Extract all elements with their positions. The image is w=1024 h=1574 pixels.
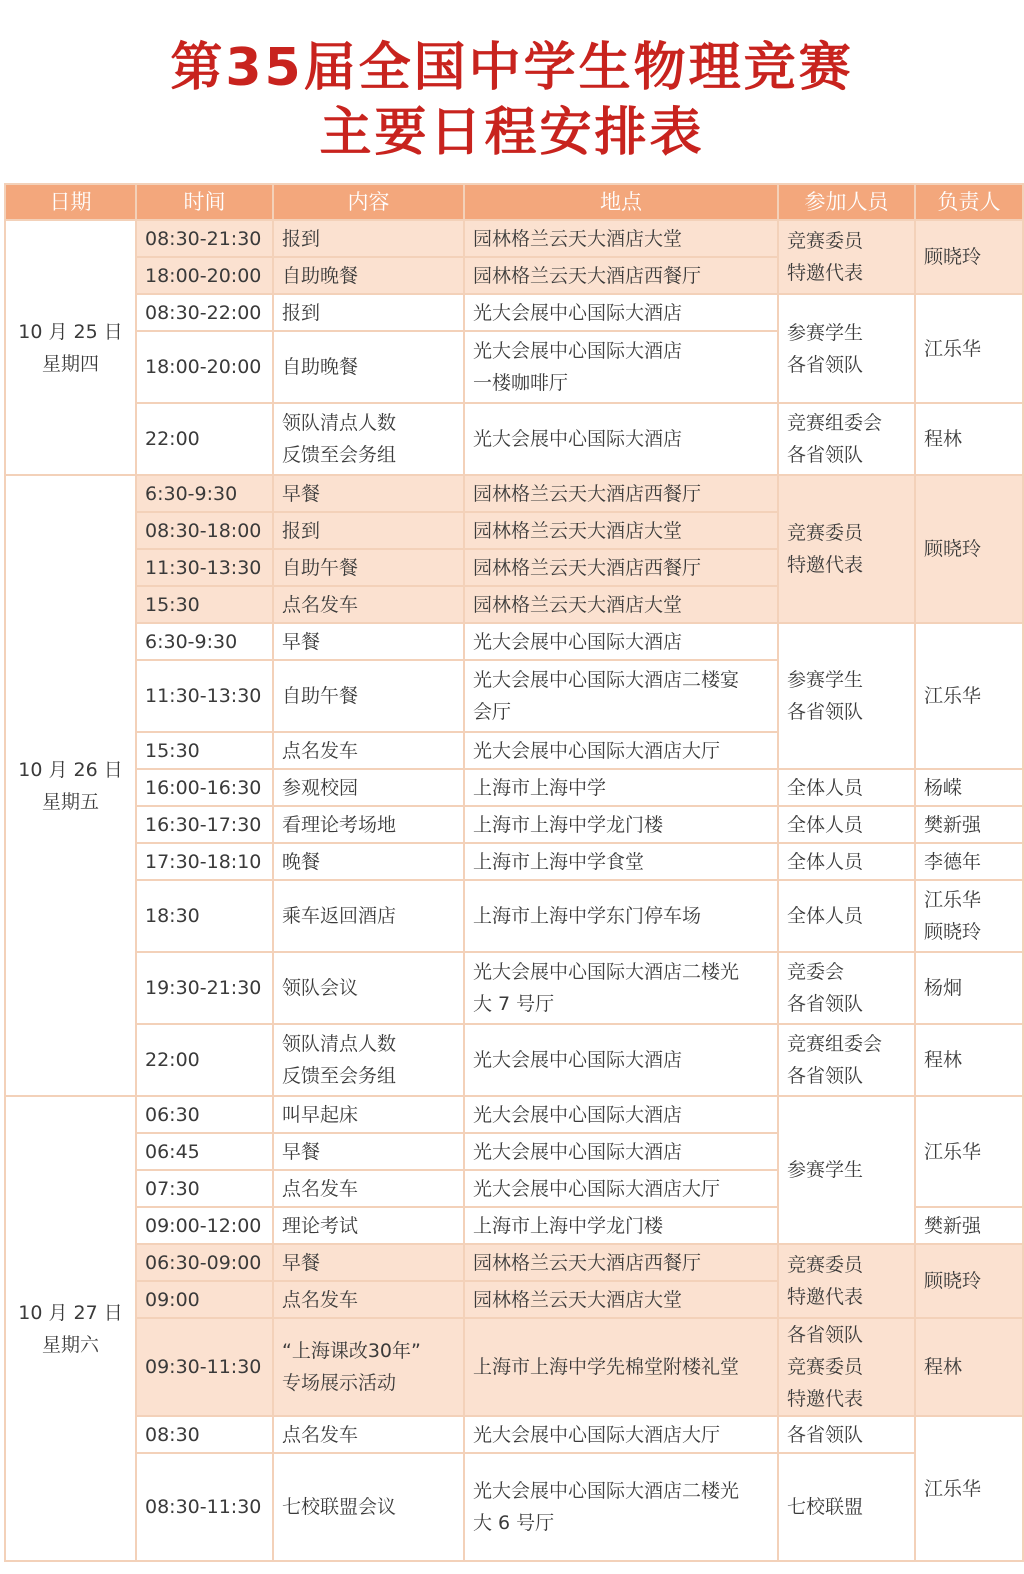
- people-line: 特邀代表: [787, 1388, 864, 1410]
- people-line: 竞赛委员: [787, 230, 864, 252]
- place-line: 大 6 号厅: [473, 1512, 555, 1534]
- content-line: 自助午餐: [282, 556, 359, 579]
- date-cell: [5, 1096, 136, 1561]
- time-cell: 09:00-12:00: [136, 1207, 273, 1244]
- place-line: 上海市上海中学龙门楼: [473, 813, 664, 836]
- people-line: 竞赛组委会: [787, 1033, 883, 1055]
- content-cell: [273, 331, 464, 403]
- place-line: 光大会展中心国际大酒店大厅: [473, 1423, 721, 1446]
- place-cell: [464, 1281, 778, 1318]
- leader-line: 江乐华: [924, 1477, 982, 1500]
- time-cell: 08:30: [136, 1416, 273, 1453]
- table-row: [5, 294, 1023, 331]
- table-header-row: [5, 184, 1023, 220]
- table-row: [5, 1024, 1023, 1096]
- header-leader: 负责人: [915, 184, 1023, 220]
- place-line: 园林格兰云天大酒店大堂: [473, 1288, 683, 1311]
- time-cell: 22:00: [136, 1024, 273, 1096]
- leader-line: 顾晓玲: [924, 246, 982, 268]
- table-row: [5, 1096, 1023, 1133]
- people-line: 参赛学生: [787, 669, 864, 691]
- people-cell: [778, 1416, 915, 1453]
- time-cell: 08:30-22:00: [136, 294, 273, 331]
- content-line: 自助晚餐: [282, 264, 359, 287]
- time-cell: 6:30-9:30: [136, 475, 273, 512]
- people-cell: [778, 1244, 915, 1318]
- content-cell: [273, 475, 464, 512]
- date-line: 10 月 25 日: [18, 320, 123, 343]
- leader-cell: [915, 1024, 1023, 1096]
- content-line: 点名发车: [282, 1288, 359, 1311]
- time-cell: 08:30-11:30: [136, 1453, 273, 1561]
- place-cell: [464, 294, 778, 331]
- place-line: 上海市上海中学先棉堂附楼礼堂: [473, 1356, 740, 1378]
- table-row: [5, 806, 1023, 843]
- header-date: 日期: [5, 184, 136, 220]
- place-cell: [464, 623, 778, 660]
- people-cell: [778, 880, 915, 952]
- table-row: [5, 1244, 1023, 1281]
- content-line: 早餐: [282, 482, 321, 505]
- content-line: 反馈至会务组: [282, 444, 397, 466]
- content-cell: [273, 586, 464, 623]
- leader-cell: [915, 806, 1023, 843]
- people-cell: [778, 1096, 915, 1244]
- content-cell: [273, 1096, 464, 1133]
- content-cell: [273, 952, 464, 1024]
- place-line: 园林格兰云天大酒店西餐厅: [473, 482, 702, 505]
- content-line: 理论考试: [282, 1214, 359, 1237]
- content-line: 领队清点人数: [282, 412, 397, 434]
- people-cell: [778, 623, 915, 769]
- people-line: 特邀代表: [787, 1286, 864, 1308]
- leader-cell: [915, 1096, 1023, 1207]
- content-cell: [273, 1207, 464, 1244]
- time-cell: 06:30-09:00: [136, 1244, 273, 1281]
- time-cell: 16:30-17:30: [136, 806, 273, 843]
- place-cell: [464, 769, 778, 806]
- place-line: 光大会展中心国际大酒店: [473, 1103, 683, 1126]
- table-row: [5, 1416, 1023, 1453]
- time-cell: 09:00: [136, 1281, 273, 1318]
- content-cell: [273, 843, 464, 880]
- content-line: 领队会议: [282, 977, 359, 999]
- date-line: 星期四: [41, 352, 99, 375]
- place-line: 光大会展中心国际大酒店二楼光: [473, 961, 740, 983]
- leader-line: 顾晓玲: [924, 921, 982, 943]
- place-cell: [464, 220, 778, 257]
- place-line: 光大会展中心国际大酒店大厅: [473, 739, 721, 762]
- place-cell: [464, 586, 778, 623]
- content-line: 早餐: [282, 1251, 321, 1274]
- content-cell: [273, 880, 464, 952]
- content-cell: [273, 1318, 464, 1416]
- time-cell: 07:30: [136, 1170, 273, 1207]
- table-row: [5, 403, 1023, 475]
- table-row: [5, 880, 1023, 952]
- place-cell: [464, 331, 778, 403]
- people-line: 各省领队: [787, 1065, 864, 1087]
- people-line: 特邀代表: [787, 554, 864, 576]
- date-cell: [5, 220, 136, 475]
- leader-line: 杨炯: [924, 977, 963, 999]
- leader-cell: [915, 769, 1023, 806]
- people-cell: [778, 403, 915, 475]
- place-cell: [464, 952, 778, 1024]
- leader-line: 樊新强: [924, 813, 982, 836]
- place-cell: [464, 403, 778, 475]
- content-cell: [273, 257, 464, 294]
- place-line: 园林格兰云天大酒店大堂: [473, 519, 683, 542]
- content-line: 领队清点人数: [282, 1033, 397, 1055]
- content-cell: [273, 1170, 464, 1207]
- place-line: 上海市上海中学食堂: [473, 850, 645, 873]
- content-cell: [273, 1453, 464, 1561]
- place-cell: [464, 660, 778, 732]
- people-cell: [778, 1318, 915, 1416]
- place-cell: [464, 1453, 778, 1561]
- leader-line: 杨嵘: [924, 776, 963, 799]
- content-line: 七校联盟会议: [282, 1496, 397, 1518]
- place-cell: [464, 1416, 778, 1453]
- leader-line: 江乐华: [924, 337, 982, 360]
- place-cell: [464, 1024, 778, 1096]
- content-line: 自助晚餐: [282, 356, 359, 378]
- content-line: 点名发车: [282, 739, 359, 762]
- place-line: 上海市上海中学龙门楼: [473, 1214, 664, 1237]
- people-line: 参赛学生: [787, 1159, 864, 1181]
- header-people: 参加人员: [778, 184, 915, 220]
- place-line: 光大会展中心国际大酒店: [473, 428, 683, 450]
- header-place: 地点: [464, 184, 778, 220]
- leader-cell: [915, 880, 1023, 952]
- time-cell: 11:30-13:30: [136, 549, 273, 586]
- place-cell: [464, 880, 778, 952]
- content-cell: [273, 1281, 464, 1318]
- place-line: 会厅: [473, 701, 512, 723]
- content-line: 专场展示活动: [282, 1372, 397, 1394]
- date-line: 星期六: [41, 1333, 99, 1356]
- place-line: 光大会展中心国际大酒店: [473, 340, 683, 362]
- time-cell: 18:00-20:00: [136, 331, 273, 403]
- people-line: 竞赛委员: [787, 522, 864, 544]
- place-cell: [464, 1207, 778, 1244]
- time-cell: 15:30: [136, 586, 273, 623]
- time-cell: 06:45: [136, 1133, 273, 1170]
- people-line: 七校联盟: [787, 1496, 864, 1518]
- people-cell: [778, 1453, 915, 1561]
- place-cell: [464, 843, 778, 880]
- content-cell: [273, 623, 464, 660]
- table-row: [5, 1318, 1023, 1416]
- people-line: 竞赛委员: [787, 1356, 864, 1378]
- content-cell: [273, 220, 464, 257]
- leader-cell: [915, 843, 1023, 880]
- content-line: 晚餐: [282, 850, 321, 873]
- place-cell: [464, 475, 778, 512]
- leader-cell: [915, 294, 1023, 403]
- place-line: 一楼咖啡厅: [473, 372, 569, 394]
- place-line: 上海市上海中学: [473, 776, 607, 799]
- time-cell: 11:30-13:30: [136, 660, 273, 732]
- content-line: 点名发车: [282, 1177, 359, 1200]
- leader-cell: [915, 1207, 1023, 1244]
- place-cell: [464, 1133, 778, 1170]
- content-cell: [273, 660, 464, 732]
- leader-line: 顾晓玲: [924, 538, 982, 560]
- place-cell: [464, 1244, 778, 1281]
- leader-line: 李德年: [924, 850, 982, 873]
- time-cell: 16:00-16:30: [136, 769, 273, 806]
- content-line: 自助午餐: [282, 685, 359, 707]
- time-cell: 09:30-11:30: [136, 1318, 273, 1416]
- date-line: 星期五: [41, 790, 99, 813]
- leader-line: 江乐华: [924, 889, 982, 911]
- place-line: 光大会展中心国际大酒店: [473, 630, 683, 653]
- content-line: “上海课改30年”: [282, 1340, 421, 1362]
- table-row: [5, 769, 1023, 806]
- place-line: 光大会展中心国际大酒店二楼光: [473, 1480, 740, 1502]
- place-line: 园林格兰云天大酒店西餐厅: [473, 264, 702, 287]
- people-cell: [778, 1024, 915, 1096]
- people-line: 全体人员: [787, 850, 864, 873]
- leader-cell: [915, 403, 1023, 475]
- time-cell: 08:30-21:30: [136, 220, 273, 257]
- place-cell: [464, 1318, 778, 1416]
- schedule-table: [4, 183, 1024, 1562]
- people-line: 各省领队: [787, 1423, 864, 1446]
- page-title: 第35届全国中学生物理竞赛: [170, 38, 854, 98]
- time-cell: 18:00-20:00: [136, 257, 273, 294]
- leader-line: 程林: [924, 1049, 963, 1071]
- people-line: 全体人员: [787, 813, 864, 836]
- people-line: 参赛学生: [787, 321, 864, 344]
- table-row: [5, 623, 1023, 660]
- time-cell: 18:30: [136, 880, 273, 952]
- place-line: 园林格兰云天大酒店大堂: [473, 227, 683, 250]
- people-line: 各省领队: [787, 444, 864, 466]
- content-cell: [273, 732, 464, 769]
- page-subtitle: 主要日程安排表: [319, 103, 705, 163]
- people-line: 竞赛组委会: [787, 412, 883, 434]
- content-line: 看理论考场地: [282, 813, 397, 836]
- time-cell: 22:00: [136, 403, 273, 475]
- table-row: [5, 1453, 1023, 1561]
- place-line: 光大会展中心国际大酒店: [473, 301, 683, 324]
- content-cell: [273, 1244, 464, 1281]
- people-line: 全体人员: [787, 776, 864, 799]
- people-cell: [778, 294, 915, 403]
- content-cell: [273, 769, 464, 806]
- leader-cell: [915, 1318, 1023, 1416]
- people-cell: [778, 952, 915, 1024]
- content-line: 报到: [282, 519, 321, 542]
- place-cell: [464, 806, 778, 843]
- table-row: [5, 843, 1023, 880]
- content-line: 点名发车: [282, 593, 359, 616]
- content-line: 乘车返回酒店: [282, 905, 397, 927]
- content-cell: [273, 1133, 464, 1170]
- place-line: 上海市上海中学东门停车场: [473, 905, 702, 927]
- content-line: 点名发车: [282, 1423, 359, 1446]
- leader-line: 江乐华: [924, 1140, 982, 1163]
- leader-line: 程林: [924, 1356, 963, 1378]
- content-cell: [273, 549, 464, 586]
- header-time: 时间: [136, 184, 273, 220]
- people-line: 各省领队: [787, 353, 864, 376]
- place-cell: [464, 549, 778, 586]
- header-content: 内容: [273, 184, 464, 220]
- place-line: 园林格兰云天大酒店大堂: [473, 593, 683, 616]
- content-line: 参观校园: [282, 776, 359, 799]
- date-cell: [5, 475, 136, 1096]
- place-line: 园林格兰云天大酒店西餐厅: [473, 556, 702, 579]
- place-line: 光大会展中心国际大酒店: [473, 1140, 683, 1163]
- people-line: 全体人员: [787, 905, 864, 927]
- people-line: 特邀代表: [787, 262, 864, 284]
- content-line: 叫早起床: [282, 1103, 359, 1126]
- place-line: 光大会展中心国际大酒店二楼宴: [473, 669, 740, 691]
- leader-line: 程林: [924, 428, 963, 450]
- time-cell: 08:30-18:00: [136, 512, 273, 549]
- content-cell: [273, 806, 464, 843]
- content-cell: [273, 294, 464, 331]
- people-cell: [778, 806, 915, 843]
- place-cell: [464, 1096, 778, 1133]
- place-cell: [464, 1170, 778, 1207]
- time-cell: 19:30-21:30: [136, 952, 273, 1024]
- people-cell: [778, 843, 915, 880]
- content-cell: [273, 512, 464, 549]
- leader-line: 江乐华: [924, 685, 982, 707]
- place-line: 光大会展中心国际大酒店: [473, 1049, 683, 1071]
- place-line: 大 7 号厅: [473, 993, 555, 1015]
- table-row: [5, 952, 1023, 1024]
- content-cell: [273, 403, 464, 475]
- date-line: 10 月 26 日: [18, 758, 123, 781]
- content-cell: [273, 1416, 464, 1453]
- date-line: 10 月 27 日: [18, 1301, 123, 1324]
- leader-line: 顾晓玲: [924, 1270, 982, 1292]
- content-line: 早餐: [282, 1140, 321, 1163]
- leader-cell: [915, 952, 1023, 1024]
- time-cell: 6:30-9:30: [136, 623, 273, 660]
- people-cell: [778, 475, 915, 623]
- leader-cell: [915, 623, 1023, 769]
- people-cell: [778, 769, 915, 806]
- people-line: 各省领队: [787, 1324, 864, 1346]
- content-line: 报到: [282, 301, 321, 324]
- content-line: 反馈至会务组: [282, 1065, 397, 1087]
- leader-line: 樊新强: [924, 1214, 982, 1237]
- leader-cell: [915, 1244, 1023, 1318]
- time-cell: 17:30-18:10: [136, 843, 273, 880]
- table-row: [5, 220, 1023, 257]
- place-cell: [464, 732, 778, 769]
- leader-cell: [915, 220, 1023, 294]
- people-cell: [778, 220, 915, 294]
- leader-cell: [915, 475, 1023, 623]
- place-line: 光大会展中心国际大酒店大厅: [473, 1177, 721, 1200]
- people-line: 各省领队: [787, 701, 864, 723]
- place-cell: [464, 512, 778, 549]
- time-cell: 06:30: [136, 1096, 273, 1133]
- content-line: 报到: [282, 227, 321, 250]
- content-line: 早餐: [282, 630, 321, 653]
- table-row: [5, 475, 1023, 512]
- time-cell: 15:30: [136, 732, 273, 769]
- people-line: 各省领队: [787, 993, 864, 1015]
- content-cell: [273, 1024, 464, 1096]
- place-line: 园林格兰云天大酒店西餐厅: [473, 1251, 702, 1274]
- people-line: 竞委会: [787, 961, 845, 983]
- leader-cell: [915, 1416, 1023, 1561]
- place-cell: [464, 257, 778, 294]
- people-line: 竞赛委员: [787, 1254, 864, 1276]
